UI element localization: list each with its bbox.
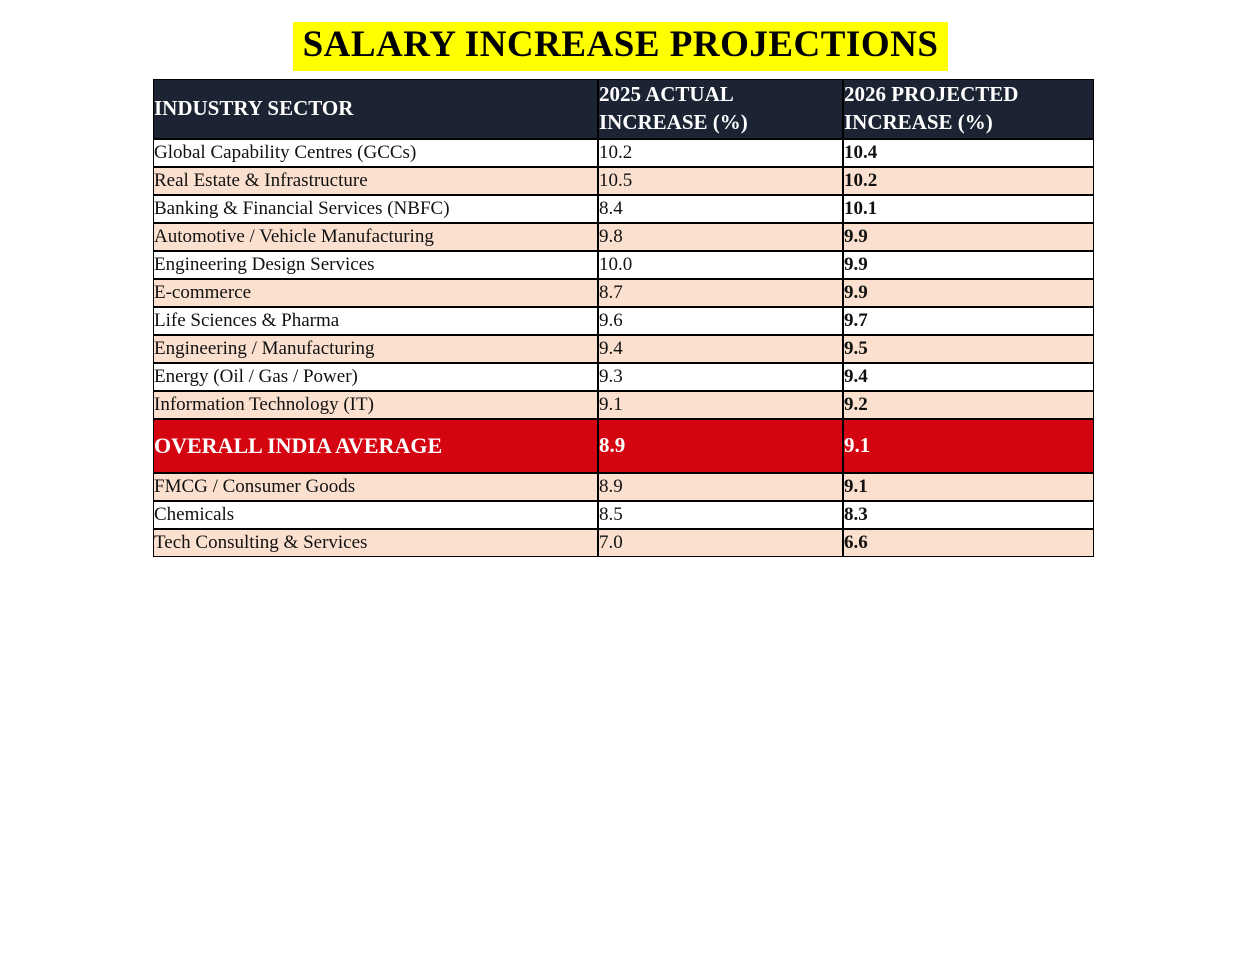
cell-2026-projected: 9.1 — [843, 419, 1094, 473]
cell-2026-projected: 9.1 — [843, 473, 1094, 501]
cell-industry-sector: E-commerce — [153, 279, 598, 307]
table-row — [153, 195, 1094, 223]
cell-2025-actual: 8.4 — [598, 195, 843, 223]
table-row — [153, 501, 1094, 529]
cell-industry-sector: Automotive / Vehicle Manufacturing — [153, 223, 598, 251]
cell-industry-sector: Information Technology (IT) — [153, 391, 598, 419]
cell-2025-actual: 9.6 — [598, 307, 843, 335]
salary-table-container — [153, 79, 1088, 557]
cell-2025-actual: 9.8 — [598, 223, 843, 251]
table-header — [153, 79, 1094, 139]
cell-industry-sector: Real Estate & Infrastructure — [153, 167, 598, 195]
cell-industry-sector: Global Capability Centres (GCCs) — [153, 139, 598, 167]
cell-2025-actual: 10.2 — [598, 139, 843, 167]
cell-2026-projected: 9.9 — [843, 251, 1094, 279]
table-header-row — [153, 79, 1094, 139]
cell-2026-projected: 10.4 — [843, 139, 1094, 167]
cell-industry-sector: Engineering / Manufacturing — [153, 335, 598, 363]
cell-industry-sector: Banking & Financial Services (NBFC) — [153, 195, 598, 223]
cell-2026-projected: 9.2 — [843, 391, 1094, 419]
cell-industry-sector: Life Sciences & Pharma — [153, 307, 598, 335]
table-row — [153, 251, 1094, 279]
page-title: SALARY INCREASE PROJECTIONS — [293, 22, 949, 71]
table-row — [153, 307, 1094, 335]
column-header-industry-sector: INDUSTRY SECTOR — [153, 79, 598, 139]
title-container — [0, 0, 1241, 79]
cell-industry-sector: FMCG / Consumer Goods — [153, 473, 598, 501]
column-header-2026-projected: 2026 PROJECTED INCREASE (%) — [843, 79, 1094, 139]
cell-2026-projected: 6.6 — [843, 529, 1094, 557]
cell-industry-sector: Tech Consulting & Services — [153, 529, 598, 557]
cell-industry-sector: Chemicals — [153, 501, 598, 529]
cell-2025-actual: 7.0 — [598, 529, 843, 557]
table-row — [153, 363, 1094, 391]
cell-2026-projected: 8.3 — [843, 501, 1094, 529]
cell-2026-projected: 9.9 — [843, 223, 1094, 251]
table-row — [153, 529, 1094, 557]
cell-2025-actual: 10.0 — [598, 251, 843, 279]
cell-2026-projected: 9.4 — [843, 363, 1094, 391]
cell-2025-actual: 9.3 — [598, 363, 843, 391]
cell-2025-actual: 9.4 — [598, 335, 843, 363]
cell-2025-actual: 9.1 — [598, 391, 843, 419]
cell-2025-actual: 8.9 — [598, 419, 843, 473]
cell-2025-actual: 8.9 — [598, 473, 843, 501]
cell-2025-actual: 8.5 — [598, 501, 843, 529]
cell-industry-sector: Energy (Oil / Gas / Power) — [153, 363, 598, 391]
table-body — [153, 139, 1094, 557]
table-row — [153, 473, 1094, 501]
cell-2026-projected: 9.9 — [843, 279, 1094, 307]
salary-increase-table — [153, 79, 1094, 557]
cell-2026-projected: 9.5 — [843, 335, 1094, 363]
cell-industry-sector: OVERALL INDIA AVERAGE — [153, 419, 598, 473]
table-row — [153, 167, 1094, 195]
cell-2025-actual: 10.5 — [598, 167, 843, 195]
cell-2026-projected: 10.1 — [843, 195, 1094, 223]
cell-2026-projected: 9.7 — [843, 307, 1094, 335]
table-row — [153, 391, 1094, 419]
cell-industry-sector: Engineering Design Services — [153, 251, 598, 279]
table-row — [153, 223, 1094, 251]
table-row — [153, 335, 1094, 363]
cell-2026-projected: 10.2 — [843, 167, 1094, 195]
column-header-2025-actual: 2025 ACTUAL INCREASE (%) — [598, 79, 843, 139]
table-row — [153, 279, 1094, 307]
table-row — [153, 139, 1094, 167]
cell-2025-actual: 8.7 — [598, 279, 843, 307]
table-row — [153, 419, 1094, 473]
